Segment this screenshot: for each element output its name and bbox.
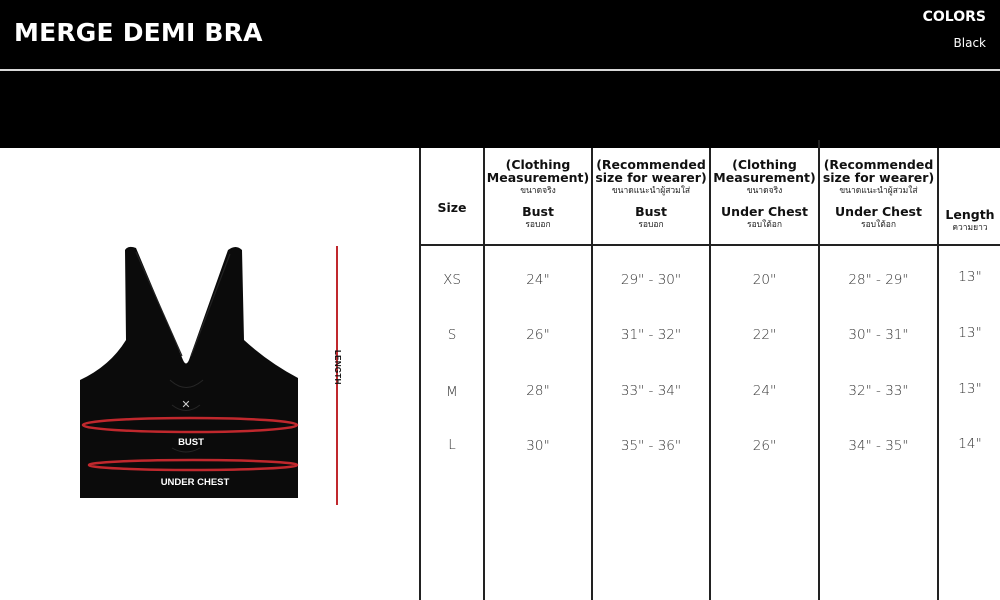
value-cell: 31" - 32" xyxy=(620,327,682,343)
column-qualifier-thai: ขนาดแนะนำผู้สวมใส่ xyxy=(839,186,918,196)
size-cell: L xyxy=(448,437,456,453)
value-cell: 29" - 30" xyxy=(620,272,682,288)
column-qualifier-thai: ขนาดจริง xyxy=(520,186,556,196)
column-header-under-chest-recommended xyxy=(821,158,936,231)
column-header-under-chest-clothing xyxy=(712,158,817,231)
size-cell: S xyxy=(447,327,457,343)
logo-mark: ✕ xyxy=(181,398,191,411)
column-qualifier: (Recommended size for wearer) xyxy=(822,157,935,185)
column-qualifier: (Clothing Measurement) xyxy=(486,157,590,185)
value-cell: 30" - 31" xyxy=(848,327,909,343)
value-cell: 33" - 34" xyxy=(620,383,682,399)
table-divider xyxy=(818,140,820,600)
value-cell: 13" xyxy=(958,325,982,341)
table-divider xyxy=(419,148,421,600)
table-divider xyxy=(937,148,939,600)
bust-label: BUST xyxy=(178,437,204,448)
value-cell: 14" xyxy=(958,436,982,452)
value-cell: 34" - 35" xyxy=(848,438,909,454)
value-cell: 20" xyxy=(752,272,777,288)
value-cell: 24" xyxy=(752,383,777,399)
column-measure-thai: รอบอก xyxy=(638,220,664,230)
colors-label: COLORS xyxy=(922,9,986,25)
column-qualifier-thai: ขนาดจริง xyxy=(746,186,783,196)
value-cell: 30" xyxy=(526,438,550,454)
size-cell: XS xyxy=(443,272,461,288)
column-qualifier: (Clothing Measurement) xyxy=(713,157,816,185)
value-cell: 35" - 36" xyxy=(620,438,682,454)
size-cell: M xyxy=(446,384,458,400)
column-measure: Under Chest xyxy=(721,204,808,219)
column-measure-thai: รอบอก xyxy=(525,220,551,230)
column-qualifier: (Recommended size for wearer) xyxy=(595,157,707,185)
value-cell: 28" - 29" xyxy=(848,272,909,288)
table-divider xyxy=(591,148,593,600)
value-cell: 13" xyxy=(958,269,982,285)
column-measure-thai: รอบใต้อก xyxy=(747,220,782,230)
table-header-divider xyxy=(419,244,1000,246)
under-chest-label: UNDER CHEST xyxy=(160,477,230,488)
column-header-length xyxy=(940,207,1000,234)
value-cell: 28" xyxy=(526,383,550,399)
product-title: MERGE DEMI BRA xyxy=(14,18,263,47)
size-column-header: Size xyxy=(437,200,467,215)
value-cell: 32" - 33" xyxy=(848,383,909,399)
column-measure: Bust xyxy=(635,204,667,219)
column-measure-thai: ความยาว xyxy=(952,223,988,233)
column-qualifier-thai: ขนาดแนะนำผู้สวมใส่ xyxy=(611,186,691,196)
column-measure-thai: รอบใต้อก xyxy=(861,220,896,230)
value-cell: 26" xyxy=(752,438,777,454)
table-divider xyxy=(483,148,485,600)
color-value: Black xyxy=(953,36,986,50)
column-header-bust-clothing xyxy=(486,158,590,231)
column-measure: Under Chest xyxy=(835,204,922,219)
column-measure: Length xyxy=(945,207,995,222)
table-divider xyxy=(709,148,711,600)
value-cell: 26" xyxy=(526,327,550,343)
column-header-bust-recommended xyxy=(594,158,708,231)
value-cell: 24" xyxy=(526,272,550,288)
value-cell: 13" xyxy=(958,381,982,397)
length-label: LENGTH xyxy=(333,350,342,385)
value-cell: 22" xyxy=(752,327,777,343)
column-measure: Bust xyxy=(522,204,554,219)
